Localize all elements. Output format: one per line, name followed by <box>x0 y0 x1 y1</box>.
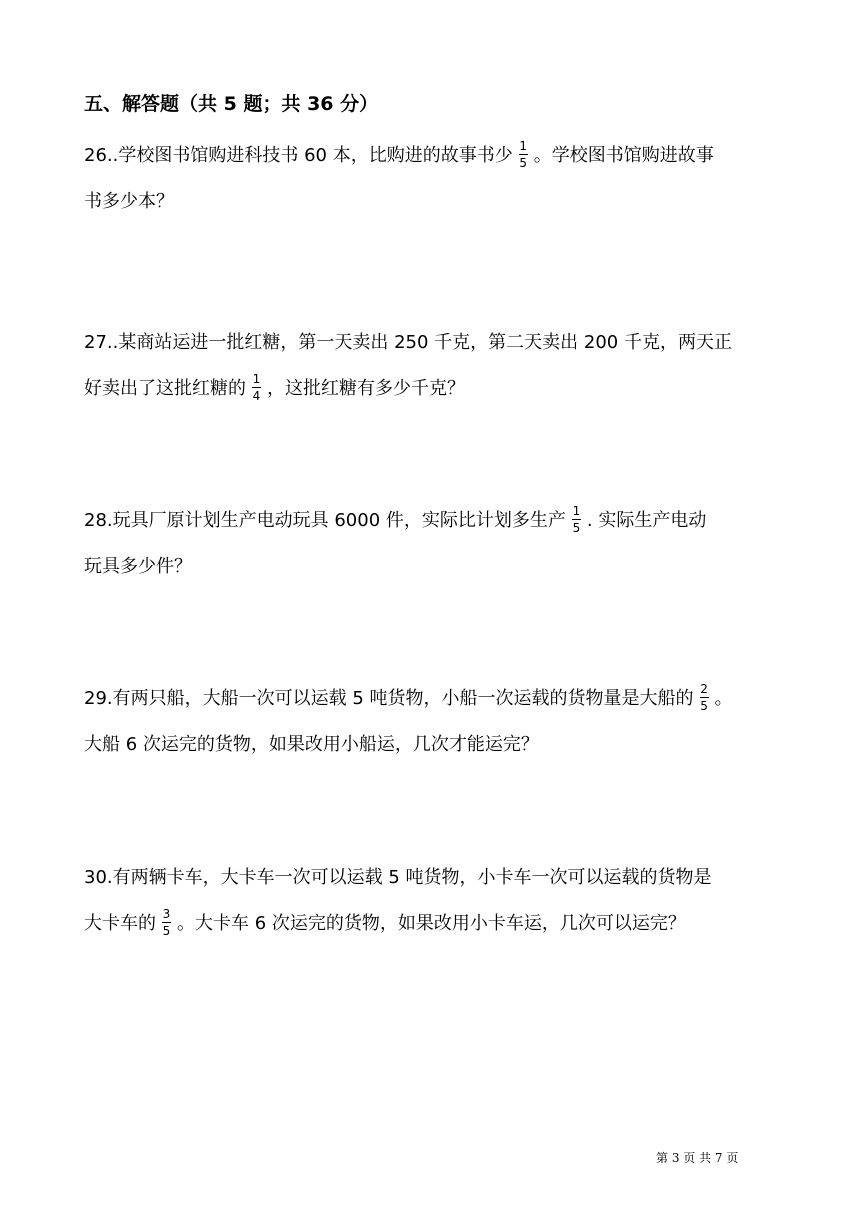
problem-text: 28.玩具厂原计划生产电动玩具 6000 件，实际比计划多生产 <box>84 510 566 531</box>
problem-text: ，这批红糖有多少千克？ <box>267 378 465 399</box>
problem-line <box>84 320 784 366</box>
problem-28 <box>84 498 784 590</box>
fraction-numerator: 2 <box>700 681 708 696</box>
fraction-bar <box>162 922 171 923</box>
fraction-denominator: 5 <box>700 698 708 713</box>
problem-text: 。学校图书馆购进故事 <box>533 145 714 166</box>
fraction-denominator: 5 <box>519 155 528 170</box>
fraction <box>519 139 528 170</box>
problem-line <box>84 901 784 947</box>
problem-line <box>84 179 784 225</box>
fraction <box>700 682 709 713</box>
fraction <box>572 504 581 535</box>
problem-text: 29.有两只船，大船一次可以运载 5 吨货物，小船一次运载的货物量是大船的 <box>84 688 694 709</box>
problem-line <box>84 544 784 590</box>
fraction-denominator: 5 <box>162 923 171 938</box>
problem-text: 玩具多少件？ <box>84 556 192 577</box>
fraction-bar <box>700 697 709 698</box>
section-title: 五、解答题（共 5 题；共 36 分） <box>84 93 379 115</box>
problem-line <box>84 855 784 901</box>
fraction-numerator: 1 <box>519 138 528 153</box>
problem-text: 。 <box>714 688 733 709</box>
page-number: 第 3 页 共 7 页 <box>656 1151 739 1165</box>
problem-26 <box>84 133 784 225</box>
fraction <box>162 907 171 938</box>
problem-text: 26..学校图书馆购进科技书 60 本，比购进的故事书少 <box>84 145 513 166</box>
problem-line <box>84 498 784 544</box>
problem-30 <box>84 855 784 947</box>
fraction-bar <box>252 387 261 388</box>
problem-text: . 实际生产电动 <box>586 510 707 531</box>
fraction-bar <box>519 154 528 155</box>
problem-line <box>84 133 784 179</box>
problem-text: 好卖出了这批红糖的 <box>84 378 246 399</box>
problem-line <box>84 722 784 768</box>
fraction <box>252 372 261 403</box>
fraction-numerator: 3 <box>162 906 171 921</box>
fraction-numerator: 1 <box>252 371 261 386</box>
problem-text: 大船 6 次运完的货物，如果改用小船运，几次才能运完？ <box>84 734 539 755</box>
fraction-denominator: 5 <box>572 520 581 535</box>
problem-text: 27..某商站运进一批红糖，第一天卖出 250 千克，第二天卖出 200 千克，两天正 <box>84 332 732 353</box>
problem-27 <box>84 320 784 412</box>
problem-text: 。大卡车 6 次运完的货物，如果改用小卡车运，几次可以运完？ <box>177 913 686 934</box>
problem-text: 书多少本？ <box>84 191 174 212</box>
fraction-numerator: 1 <box>572 503 581 518</box>
fraction-bar <box>572 519 581 520</box>
problem-line <box>84 366 784 412</box>
problem-29 <box>84 676 784 768</box>
fraction-denominator: 4 <box>252 388 261 403</box>
problem-text: 大卡车的 <box>84 913 156 934</box>
problem-line <box>84 676 784 722</box>
problem-text: 30.有两辆卡车，大卡车一次可以运载 5 吨货物，小卡车一次可以运载的货物是 <box>84 867 712 888</box>
